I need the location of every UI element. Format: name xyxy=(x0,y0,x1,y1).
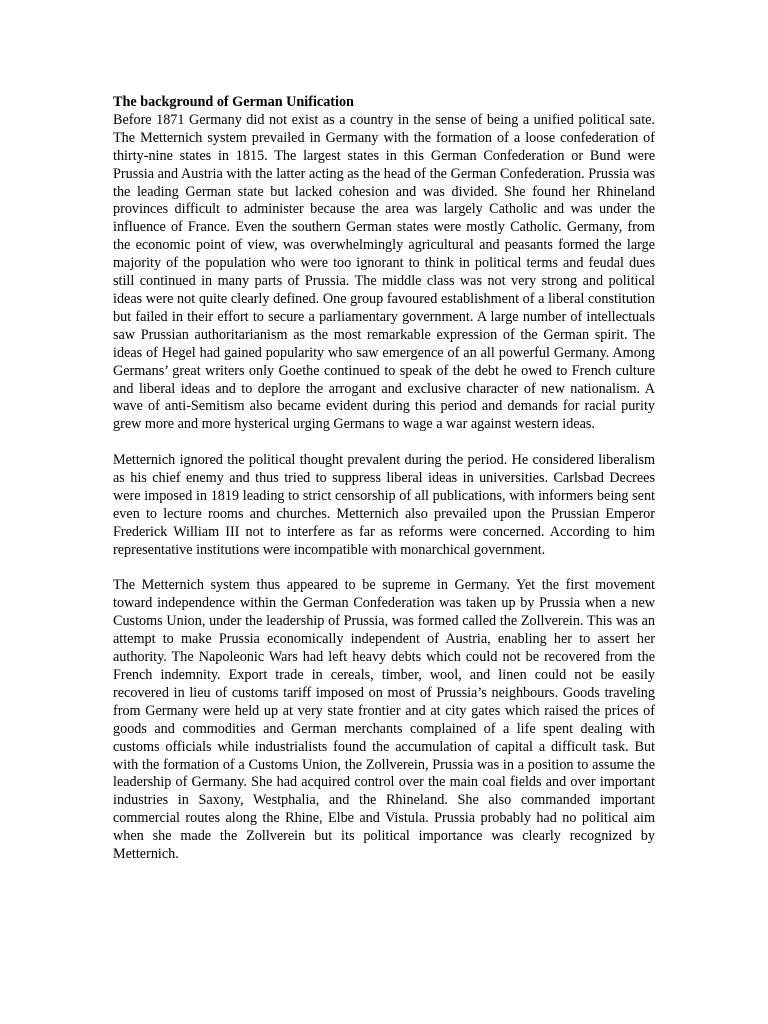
paragraph-metternich-liberalism: Metternich ignored the political thought prevalent during the period. He considered liberalism as his chief enemy and thus tried to suppress liberal ideas in universities. Carlsbad Decrees were imposed in 1819 leading to strict censorship of all publications, with informers being sent even to lecture rooms and churches. Metternich also prevailed upon the Prussian Emperor Frederick William III not to interfere as far as reforms were concerned. According to him representative institutions were incompatible with monarchical government. xyxy=(113,452,655,558)
paragraph-zollverein: The Metternich system thus appeared to be supreme in Germany. Yet the first movement toward independence within the German Confederation was taken up by Prussia when a new Customs Union, under the leadership of Prussia, was formed called the Zollverein. This was an attempt to make Prussia economically independent of Austria, enabling her to assert her authority. The Napoleonic Wars had left heavy debts which could not be recovered from the French indemnity. Export trade in cereals, timber, wool, and linen could not be easily recovered in lieu of customs tariff imposed on most of Prussia’s neighbours. Goods traveling from Germany were held up at very state frontier and at city gates which raised the prices of goods and commodities and German merchants complained of a life spent dealing with customs officials while industrialists found the accumulation of capital a difficult task. But with the formation of a Customs Union, the Zollverein, Prussia was in a position to assume the leadership of Germany. She had acquired control over the main coal fields and over important industries in Saxony, Westphalia, and the Rhineland. She also commanded important commercial routes along the Rhine, Elbe and Vistula. Prussia probably had no political aim when she made the Zollverein but its political importance was clearly recognized by Metternich. xyxy=(113,577,655,863)
document-page xyxy=(113,94,655,882)
paragraph-background: Before 1871 Germany did not exist as a country in the sense of being a unified political sate. The Metternich system prevailed in Germany with the formation of a loose confederation of thirty-nine states in 1815. The largest states in this German Confederation or Bund were Prussia and Austria with the latter acting as the head of the German Confederation. Prussia was the leading German state but lacked cohesion and was divided. She found her Rhineland provinces difficult to administer because the area was largely Catholic and was under the influence of France. Even the southern German states were mostly Catholic. Germany, from the economic point of view, was overwhelmingly agricultural and peasants formed the large majority of the population who were too ignorant to think in political terms and feudal dues still continued in many parts of Prussia. The middle class was not very strong and political ideas were not quite clearly defined. One group favoured establishment of a liberal constitution but failed in their effort to secure a parliamentary government. A large number of intellectuals saw Prussian authoritarianism as the most remarkable expression of the German spirit. The ideas of Hegel had gained popularity who saw emergence of an all powerful Germany. Among Germans’ great writers only Goethe continued to speak of the debt he owed to French culture and liberal ideas and to deplore the arrogant and exclusive character of new nationalism. A wave of anti-Semitism also became evident during this period and demands for racial purity grew more and more hysterical urging Germans to wage a war against western ideas. xyxy=(113,111,655,433)
document-title: The background of German Unification xyxy=(113,94,354,110)
